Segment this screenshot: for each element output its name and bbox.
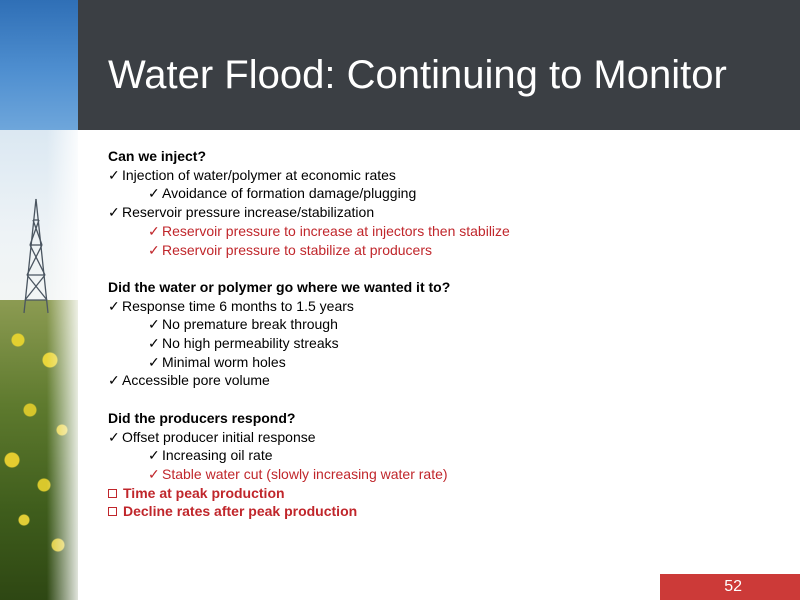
bullet-text: Time at peak production: [123, 484, 285, 501]
bullet-item: [108, 315, 788, 334]
decorative-photo-strip: [0, 0, 78, 600]
title-bar: [78, 0, 800, 130]
check-icon: ✓: [148, 316, 160, 333]
bullet-item: [108, 465, 788, 484]
check-icon: ✓: [108, 428, 120, 445]
slide-body: [108, 147, 788, 521]
section-heading: Did the water or polymer go where we wanted it to?: [108, 278, 451, 295]
page-number: 52: [724, 578, 742, 595]
bullet-text: Reservoir pressure increase/stabilization: [122, 204, 375, 221]
bullet-text: Injection of water/polymer at economic rates: [122, 166, 396, 183]
square-box-icon: [108, 507, 117, 516]
bullet-text: Minimal worm holes: [162, 353, 286, 370]
bullet-text: No high permeability streaks: [162, 335, 339, 352]
check-icon: ✓: [108, 204, 120, 221]
bullet-item: [108, 484, 788, 503]
section-spacer: [108, 259, 788, 278]
bullet-text: Reservoir pressure to increase at injectors then stabilize: [162, 222, 510, 239]
bullet-item: [108, 502, 788, 521]
slide-title: Water Flood: Continuing to Monitor: [108, 53, 727, 97]
section-heading: Can we inject?: [108, 148, 207, 164]
bullet-item: [108, 203, 788, 222]
bullet-item: [108, 297, 788, 316]
page-number-badge: [660, 574, 800, 600]
bullet-item: [108, 184, 788, 203]
bullet-item: [108, 166, 788, 185]
bullet-text: Stable water cut (slowly increasing water rate): [162, 465, 448, 482]
check-icon: ✓: [108, 372, 120, 389]
bullet-text: Accessible pore volume: [122, 372, 270, 389]
bullet-text: Reservoir pressure to stabilize at producers: [162, 241, 433, 258]
check-icon: ✓: [148, 447, 160, 464]
bullet-item: [108, 428, 788, 447]
photo-blue-band: [0, 0, 78, 130]
bullet-item: [108, 371, 788, 390]
check-icon: ✓: [148, 222, 160, 239]
check-icon: ✓: [108, 166, 120, 183]
bullet-text: Avoidance of formation damage/plugging: [162, 185, 417, 202]
bullet-text: Decline rates after peak production: [123, 503, 358, 520]
check-icon: ✓: [148, 241, 160, 258]
bullet-item: [108, 446, 788, 465]
bullet-text: Response time 6 months to 1.5 years: [122, 297, 354, 314]
bullet-text: Offset producer initial response: [122, 428, 316, 445]
check-icon: ✓: [148, 335, 160, 352]
photo-fade-overlay: [0, 130, 78, 600]
bullet-item: [108, 334, 788, 353]
check-icon: ✓: [148, 465, 160, 482]
section-spacer: [108, 390, 788, 409]
check-icon: ✓: [148, 353, 160, 370]
bullet-item: [108, 241, 788, 260]
bullet-item: [108, 222, 788, 241]
check-icon: ✓: [148, 185, 160, 202]
square-box-icon: [108, 489, 117, 498]
bullet-text: Increasing oil rate: [162, 447, 273, 464]
bullet-item: [108, 353, 788, 372]
section-heading: Did the producers respond?: [108, 409, 296, 426]
bullet-text: No premature break through: [162, 316, 338, 333]
check-icon: ✓: [108, 297, 120, 314]
